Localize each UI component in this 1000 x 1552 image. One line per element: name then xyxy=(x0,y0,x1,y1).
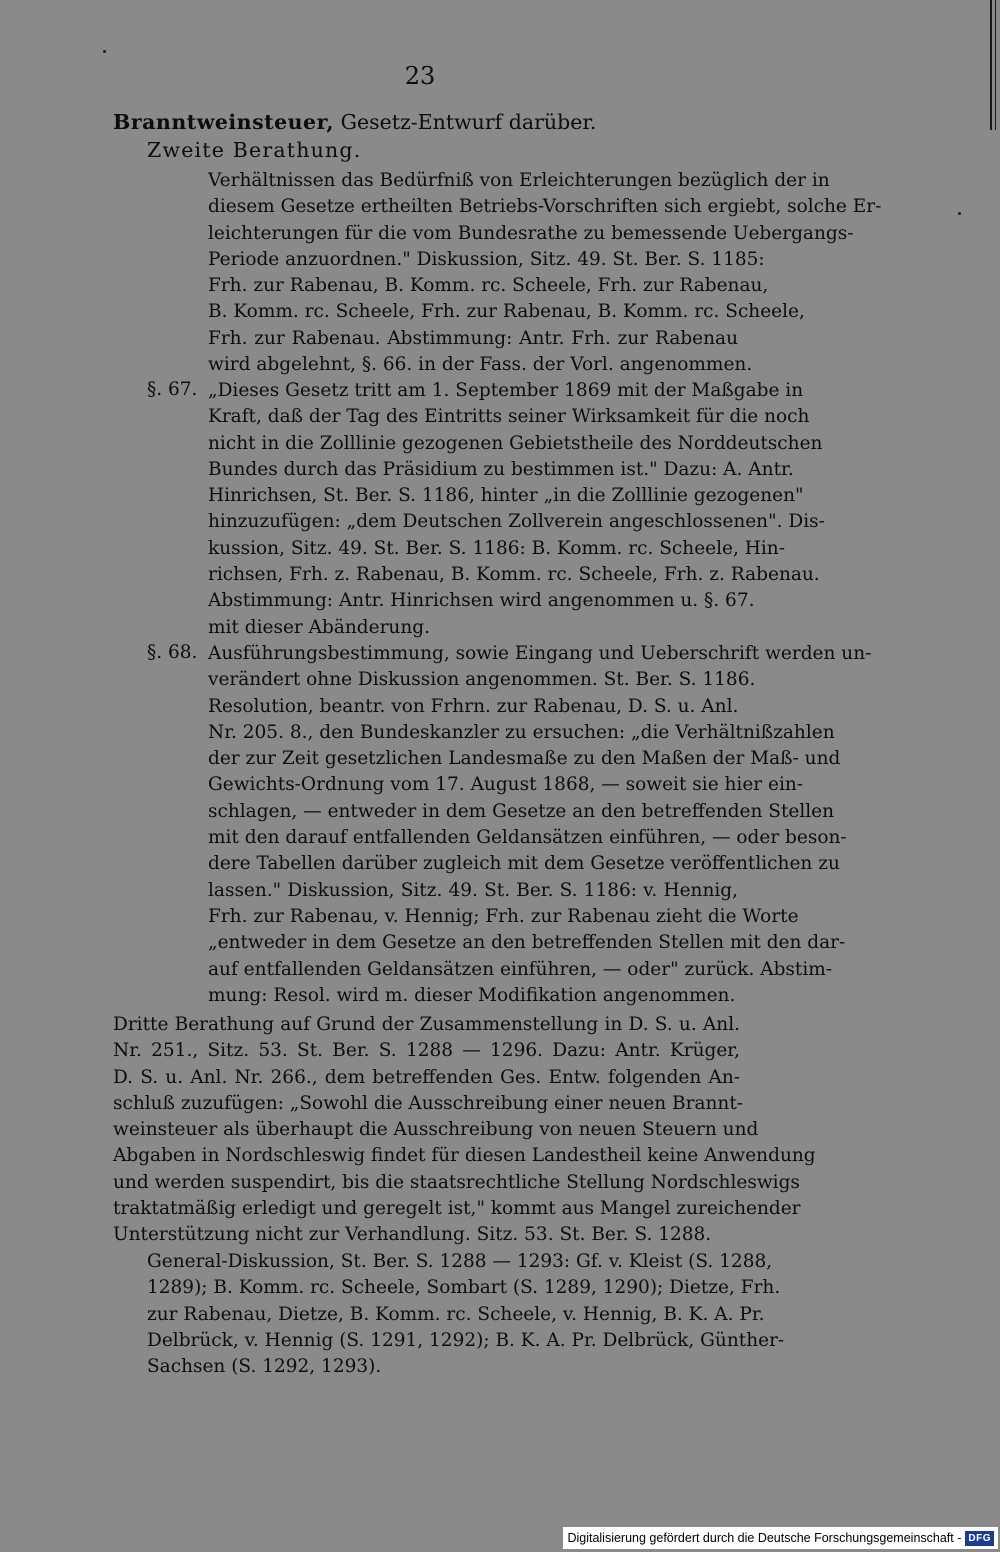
text-line: richsen, Frh. z. Rabenau, B. Komm. rc. Scheele, Frh. z. Rabenau. xyxy=(208,564,820,586)
section-68-paragraph xyxy=(208,641,872,1009)
text-line: Frh. zur Rabenau. Abstimmung: Antr. Frh. zur Rabenau xyxy=(208,327,738,349)
text-line: dere Tabellen darüber zugleich mit dem Gesetze veröffentlichen zu xyxy=(208,853,840,875)
text-line: diesem Gesetze ertheilten Betriebs-Vorschriften sich ergiebt, solche Er- xyxy=(208,196,882,218)
page-number: 23 xyxy=(404,62,436,90)
text-line: Sachsen (S. 1292, 1293). xyxy=(147,1356,382,1378)
text-line: lassen." Diskussion, Sitz. 49. St. Ber. S. 1186: v. Hennig, xyxy=(208,879,738,901)
text-line: nicht in die Zolllinie gezogenen Gebietstheile des Norddeutschen xyxy=(208,432,823,454)
text-line: Unterstützung nicht zur Verhandlung. Sitz. 53. St. Ber. S. 1288. xyxy=(113,1224,712,1246)
section-subheading: Zweite Berathung. xyxy=(147,138,362,162)
text-line: Nr. 251., Sitz. 53. St. Ber. S. 1288 — 1296. Dazu: Antr. Krüger, xyxy=(113,1040,740,1062)
text-line: und werden suspendirt, bis die staatsrechtliche Stellung Nordschleswigs xyxy=(113,1171,800,1193)
footer-text: Digitalisierung gefördert durch die Deutsche Forschungsgemeinschaft - xyxy=(567,1531,962,1545)
text-line: Dritte Berathung auf Grund der Zusammenstellung in D. S. u. Anl. xyxy=(113,1014,740,1035)
text-line: schlagen, — entweder in dem Gesetze an den betreffenden Stellen xyxy=(208,800,835,822)
text-line: schluß zuzufügen: „Sowohl die Ausschreibung einer neuen Brannt- xyxy=(113,1092,744,1114)
dritte-berathung-paragraph xyxy=(113,1012,816,1249)
text-line: Delbrück, v. Hennig (S. 1291, 1292); B. K. A. Pr. Delbrück, Günther- xyxy=(147,1329,785,1351)
entry-title-rest: Gesetz-Entwurf darüber. xyxy=(340,110,597,134)
intro-paragraph xyxy=(208,168,882,378)
digitization-footer xyxy=(563,1527,998,1549)
text-line: zur Rabenau, Dietze, B. Komm. rc. Scheele, v. Hennig, B. K. A. Pr. xyxy=(147,1303,765,1325)
section-67-paragraph xyxy=(208,378,825,641)
text-line: Hinrichsen, St. Ber. S. 1186, hinter „in die Zolllinie gezogenen" xyxy=(208,485,804,507)
text-line: Frh. zur Rabenau, v. Hennig; Frh. zur Rabenau zieht die Worte xyxy=(208,905,799,927)
text-line: Verhältnissen das Bedürfniß von Erleichterungen bezüglich der in xyxy=(208,170,830,191)
section-label-68: §. 68. xyxy=(147,642,198,663)
text-line: traktatmäßig erledigt und geregelt ist," kommt aus Mangel zureichender xyxy=(113,1198,801,1220)
text-line: mit dieser Abänderung. xyxy=(208,616,430,638)
scan-speck xyxy=(103,50,106,53)
text-line: auf entfallenden Geldansätzen einführen, — oder" zurück. Abstim- xyxy=(208,958,833,980)
text-line: „entweder in dem Gesetze an den betreffenden Stellen mit den dar- xyxy=(208,932,846,954)
text-line: Bundes durch das Präsidium zu bestimmen ist." Dazu: A. Antr. xyxy=(208,458,794,480)
text-line: Resolution, beantr. von Frhrn. zur Rabenau, D. S. u. Anl. xyxy=(208,695,739,717)
scan-edge-line xyxy=(990,0,992,130)
entry-heading xyxy=(113,110,596,134)
text-line: weinsteuer als überhaupt die Ausschreibung von neuen Steuern und xyxy=(113,1119,759,1141)
text-line: Abstimmung: Antr. Hinrichsen wird angenommen u. §. 67. xyxy=(208,590,755,612)
text-line: General-Diskussion, St. Ber. S. 1288 — 1293: Gf. v. Kleist (S. 1288, xyxy=(147,1251,773,1272)
text-line: Frh. zur Rabenau, B. Komm. rc. Scheele, Frh. zur Rabenau, xyxy=(208,275,769,297)
text-line: hinzuzufügen: „dem Deutschen Zollverein angeschlossenen". Dis- xyxy=(208,511,825,533)
scan-speck xyxy=(958,212,961,215)
text-line: wird abgelehnt, §. 66. in der Fass. der Vorl. angenommen. xyxy=(208,354,753,376)
text-line: „Dieses Gesetz tritt am 1. September 1869 mit der Maßgabe in xyxy=(208,380,804,401)
scan-edge-line xyxy=(995,0,996,130)
text-line: Kraft, daß der Tag des Eintritts seiner Wirksamkeit für die noch xyxy=(208,406,810,428)
text-line: verändert ohne Diskussion angenommen. St. Ber. S. 1186. xyxy=(208,669,756,691)
text-line: Periode anzuordnen." Diskussion, Sitz. 49. St. Ber. S. 1185: xyxy=(208,248,765,270)
text-line: mung: Resol. wird m. dieser Modifikation angenommen. xyxy=(208,984,736,1006)
text-line: Nr. 205. 8., den Bundeskanzler zu ersuchen: „die Verhältnißzahlen xyxy=(208,721,835,743)
text-line: Abgaben in Nordschleswig findet für diesen Landestheil keine Anwendung xyxy=(113,1145,816,1167)
general-diskussion-paragraph xyxy=(147,1249,785,1380)
section-label-67: §. 67. xyxy=(147,379,198,400)
text-line: leichterungen für die vom Bundesrathe zu bemessende Uebergangs- xyxy=(208,222,854,244)
entry-title: Branntweinsteuer, xyxy=(113,110,335,134)
text-line: Gewichts-Ordnung vom 17. August 1868, — soweit sie hier ein- xyxy=(208,774,804,796)
text-line: D. S. u. Anl. Nr. 266., dem betreffenden Ges. Entw. folgenden An- xyxy=(113,1066,740,1088)
text-line: 1289); B. Komm. rc. Scheele, Sombart (S. 1289, 1290); Dietze, Frh. xyxy=(147,1277,781,1299)
dfg-logo: DFG xyxy=(965,1531,994,1546)
text-line: der zur Zeit gesetzlichen Landesmaße zu den Maßen der Maß- und xyxy=(208,748,841,770)
text-line: mit den darauf entfallenden Geldansätzen einführen, — oder beson- xyxy=(208,827,847,849)
text-line: kussion, Sitz. 49. St. Ber. S. 1186: B. Komm. rc. Scheele, Hin- xyxy=(208,537,785,559)
text-line: B. Komm. rc. Scheele, Frh. zur Rabenau, B. Komm. rc. Scheele, xyxy=(208,301,805,323)
text-line: Ausführungsbestimmung, sowie Eingang und Ueberschrift werden un- xyxy=(208,643,872,664)
